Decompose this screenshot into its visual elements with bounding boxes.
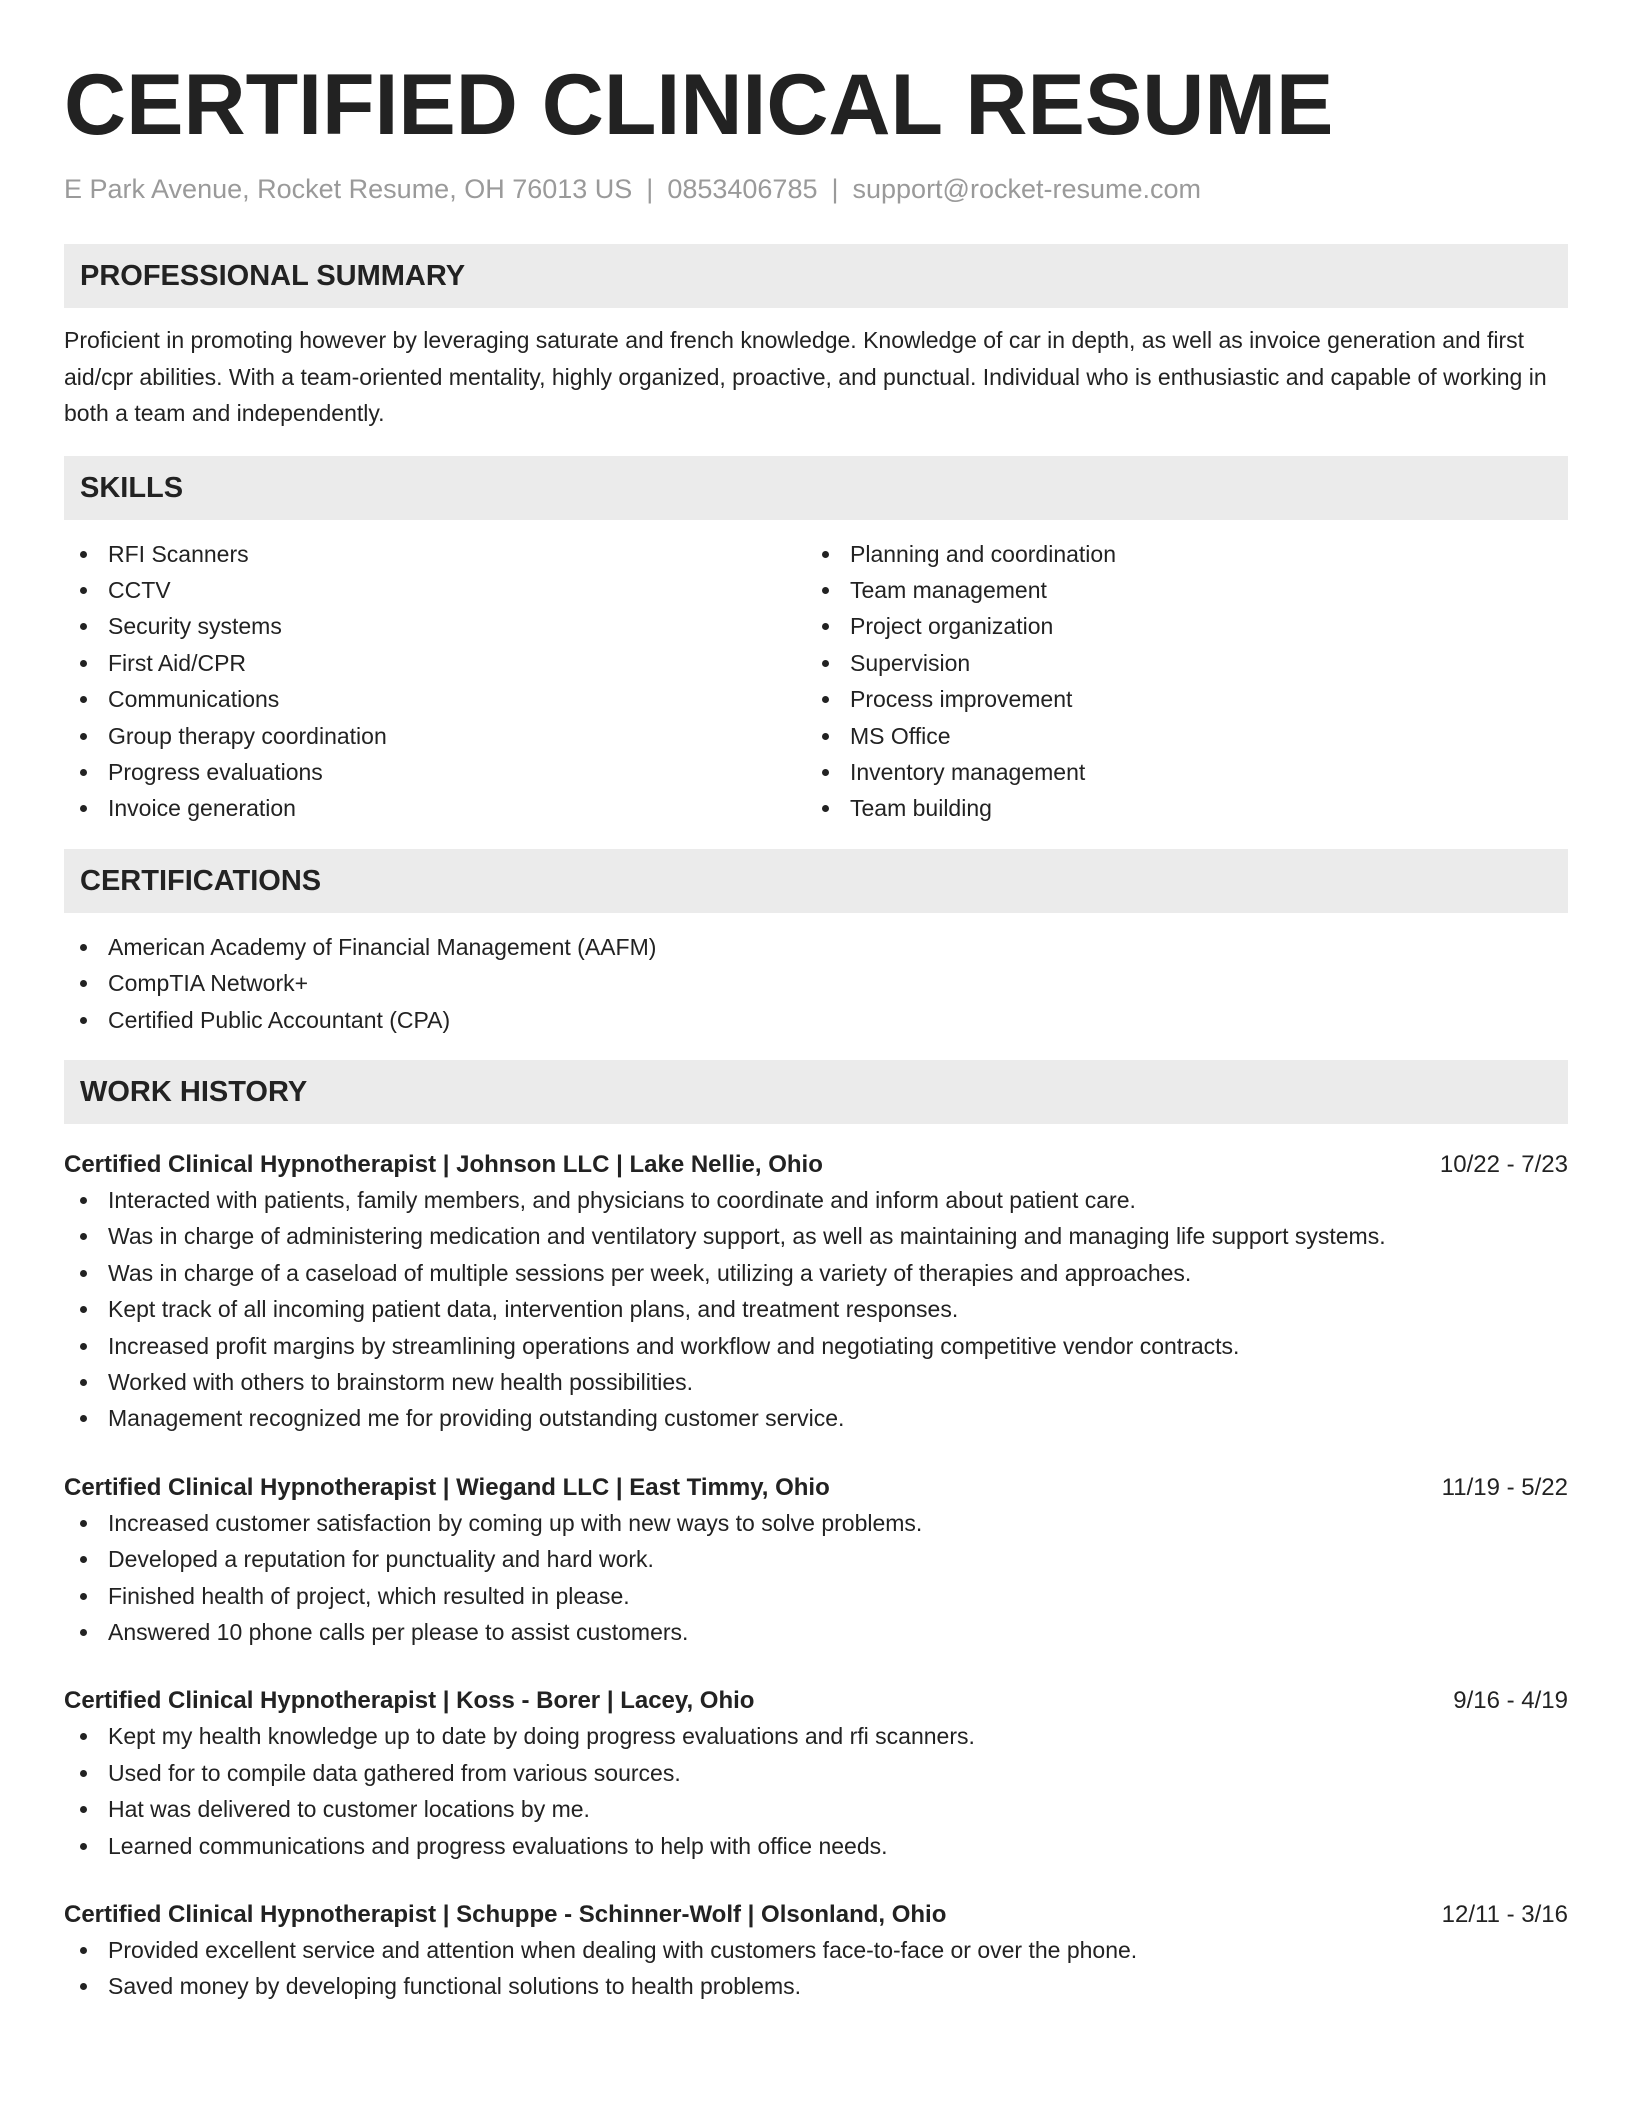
job-entry <box>64 1684 1568 1864</box>
job-bullet: Was in charge of a caseload of multiple sessions per week, utilizing a variety of therapies and approaches. <box>64 1255 1568 1291</box>
job-header <box>64 1148 1568 1182</box>
section-heading-work-history: WORK HISTORY <box>64 1060 1568 1124</box>
job-dates: 12/11 - 3/16 <box>1441 1901 1568 1929</box>
section-heading-certifications: CERTIFICATIONS <box>64 849 1568 913</box>
job-title: Certified Clinical Hypnotherapist | Koss - Borer | Lacey, Ohio <box>64 1687 755 1715</box>
skill-item: Security systems <box>64 608 806 644</box>
skill-item: Team management <box>806 572 1548 608</box>
job-bullet-list <box>64 1718 1568 1864</box>
section-heading-summary: PROFESSIONAL SUMMARY <box>64 244 1568 308</box>
certification-item: CompTIA Network+ <box>64 965 1568 1001</box>
job-bullet: Developed a reputation for punctuality and hard work. <box>64 1541 1568 1577</box>
job-bullet: Finished health of project, which resulted in please. <box>64 1578 1568 1614</box>
skills-list-right <box>806 536 1548 827</box>
contact-phone: 0853406785 <box>667 174 818 204</box>
job-dates: 11/19 - 5/22 <box>1441 1473 1568 1501</box>
job-bullet: Was in charge of administering medication and ventilatory support, as well as maintaining and managing life support systems. <box>64 1218 1568 1254</box>
job-entry <box>64 1148 1568 1437</box>
skill-item: Planning and coordination <box>806 536 1548 572</box>
job-title: Certified Clinical Hypnotherapist | Johnson LLC | Lake Nellie, Ohio <box>64 1150 823 1178</box>
job-header <box>64 1684 1568 1718</box>
job-dates: 9/16 - 4/19 <box>1453 1687 1568 1715</box>
job-bullet: Kept track of all incoming patient data, intervention plans, and treatment responses. <box>64 1291 1568 1327</box>
skill-item: CCTV <box>64 572 806 608</box>
skill-item: Group therapy coordination <box>64 718 806 754</box>
skills-columns <box>64 536 1568 827</box>
job-bullet: Used for to compile data gathered from various sources. <box>64 1755 1568 1791</box>
section-heading-skills: SKILLS <box>64 456 1568 520</box>
job-entry <box>64 1471 1568 1651</box>
jobs-container <box>64 1148 1568 2005</box>
certification-item: American Academy of Financial Management (AAFM) <box>64 929 1568 965</box>
resume-page <box>64 50 1568 2005</box>
job-bullet: Saved money by developing functional solutions to health problems. <box>64 1968 1568 2004</box>
skill-item: Communications <box>64 681 806 717</box>
job-header <box>64 1898 1568 1932</box>
job-bullet-list <box>64 1182 1568 1437</box>
skill-item: RFI Scanners <box>64 536 806 572</box>
resume-title: CERTIFIED CLINICAL RESUME <box>64 57 1334 153</box>
skill-item: Project organization <box>806 608 1548 644</box>
certifications-section <box>64 849 1568 1038</box>
job-bullet-list <box>64 1505 1568 1651</box>
contact-separator: | <box>831 174 839 204</box>
skills-list-left <box>64 536 806 827</box>
contact-separator: | <box>646 174 654 204</box>
skill-item: MS Office <box>806 718 1548 754</box>
skills-section <box>64 456 1568 827</box>
summary-section <box>64 244 1568 432</box>
contact-address: E Park Avenue, Rocket Resume, OH 76013 US <box>64 174 633 204</box>
job-title: Certified Clinical Hypnotherapist | Schuppe - Schinner-Wolf | Olsonland, Ohio <box>64 1901 947 1929</box>
contact-line <box>64 172 1568 206</box>
certification-item: Certified Public Accountant (CPA) <box>64 1002 1568 1038</box>
job-bullet: Increased profit margins by streamlining operations and workflow and negotiating competitive vendor contracts. <box>64 1328 1568 1364</box>
skill-item: Inventory management <box>806 754 1548 790</box>
contact-email: support@rocket-resume.com <box>852 174 1202 204</box>
skill-item: Invoice generation <box>64 790 806 826</box>
skill-item: Process improvement <box>806 681 1548 717</box>
job-bullet: Learned communications and progress evaluations to help with office needs. <box>64 1828 1568 1864</box>
job-bullet-list <box>64 1932 1568 2005</box>
job-bullet: Interacted with patients, family members, and physicians to coordinate and inform about patient care. <box>64 1182 1568 1218</box>
job-bullet: Increased customer satisfaction by coming up with new ways to solve problems. <box>64 1505 1568 1541</box>
job-bullet: Answered 10 phone calls per please to assist customers. <box>64 1614 1568 1650</box>
certifications-list <box>64 929 1568 1038</box>
job-bullet: Worked with others to brainstorm new health possibilities. <box>64 1364 1568 1400</box>
skill-item: First Aid/CPR <box>64 645 806 681</box>
skill-item: Team building <box>806 790 1548 826</box>
job-title: Certified Clinical Hypnotherapist | Wiegand LLC | East Timmy, Ohio <box>64 1473 830 1501</box>
work-history-section <box>64 1060 1568 2005</box>
summary-text: Proficient in promoting however by leveraging saturate and french knowledge. Knowledge of car in depth, as well as invoice generation and first aid/cpr abilities. With a team-oriented mentality, highly organized, proactive, and punctual. Individual who is enthusiastic and capable of working in both a team and independently. <box>64 327 1547 426</box>
skill-item: Supervision <box>806 645 1548 681</box>
job-bullet: Management recognized me for providing outstanding customer service. <box>64 1400 1568 1436</box>
job-bullet: Hat was delivered to customer locations by me. <box>64 1791 1568 1827</box>
job-bullet: Kept my health knowledge up to date by doing progress evaluations and rfi scanners. <box>64 1718 1568 1754</box>
skill-item: Progress evaluations <box>64 754 806 790</box>
job-bullet: Provided excellent service and attention when dealing with customers face-to-face or over the phone. <box>64 1932 1568 1968</box>
job-dates: 10/22 - 7/23 <box>1439 1150 1568 1178</box>
job-header <box>64 1471 1568 1505</box>
job-entry <box>64 1898 1568 2005</box>
